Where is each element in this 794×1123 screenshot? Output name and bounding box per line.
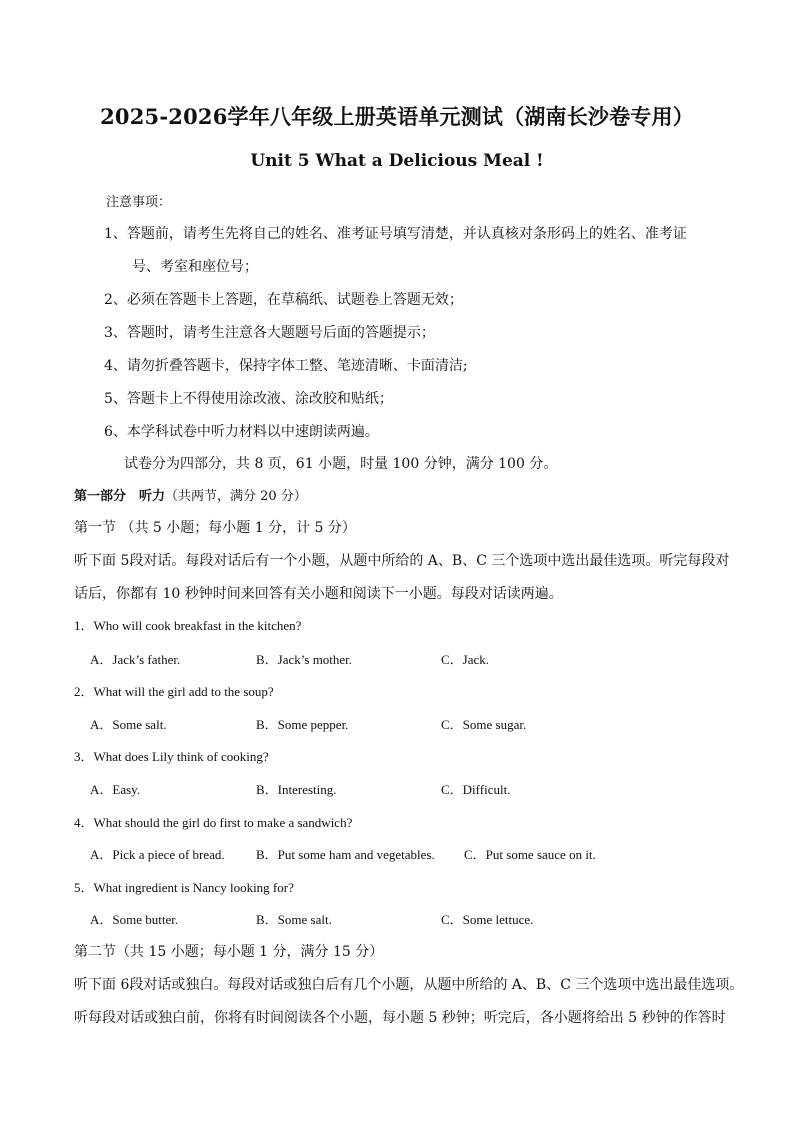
section2-instruction-1: 听下面 6段对话或独白。每段对话或独白后有几个小题，从题中所给的 A、B、C 三个选项中选出最佳选项。 (74, 977, 744, 993)
section2-instruction-2: 听每段对话或独白前，你将有时间阅读各个小题，每小题 5 秒钟；听完后，各小题将给出 5 秒钟的作答时 (74, 1010, 726, 1026)
notice-item-6: 6、本学科试卷中听力材料以中速朗读两遍。 (104, 424, 379, 440)
notice-item-1-cont: 号、考室和座位号； (132, 259, 258, 275)
question-4: 4．What should the girl do first to make a sandwich? (74, 815, 353, 830)
notice-heading: 注意事项： (106, 195, 172, 210)
q1-option-b[interactable]: B．Jack’s mother. (256, 652, 353, 667)
notice-summary: 试卷分为四部分，共 8 页，61 小题，时量 100 分钟，满分 100 分。 (124, 456, 558, 472)
part1-heading (74, 485, 307, 504)
exam-title: 2025-2026学年八年级上册英语单元测试（湖南长沙卷专用） (100, 104, 694, 129)
section2-heading: 第二节（共 15 小题；每小题 1 分，满分 15 分） (74, 944, 384, 960)
q4-option-c[interactable]: C．Put some sauce on it. (464, 847, 596, 862)
question-3: 3．What does Lily think of cooking? (74, 749, 269, 764)
q2-option-c[interactable]: C．Some sugar. (441, 717, 527, 732)
question-2: 2．What will the girl add to the soup? (74, 684, 274, 699)
q4-option-a[interactable]: A．Pick a piece of bread. (90, 847, 225, 862)
notice-item-4: 4、请勿折叠答题卡，保持字体工整、笔迹清晰、卡面清洁; (104, 358, 468, 374)
notice-item-1: 1、答题前，请考生先将自己的姓名、准考证号填写清楚，并认真核对条形码上的姓名、准考证 (104, 226, 687, 242)
q2-option-a[interactable]: A．Some salt. (90, 717, 167, 732)
q5-option-c[interactable]: C．Some lettuce. (441, 912, 534, 927)
q2-option-b[interactable]: B．Some pepper. (256, 717, 349, 732)
section1-instruction-2: 话后，你都有 10 秒钟时间来回答有关小题和阅读下一小题。每段对话读两遍。 (74, 586, 563, 602)
section1-heading: 第一节 （共 5 小题；每小题 1 分，计 5 分） (74, 520, 356, 536)
q5-option-b[interactable]: B．Some salt. (256, 912, 332, 927)
notice-item-5: 5、答题卡上不得使用涂改液、涂改胶和贴纸； (104, 391, 393, 407)
q5-option-a[interactable]: A．Some butter. (90, 912, 179, 927)
q3-option-c[interactable]: C．Difficult. (441, 782, 511, 797)
notice-item-3: 3、答题时，请考生注意各大题题号后面的答题提示； (104, 325, 435, 341)
q3-option-b[interactable]: B．Interesting. (256, 782, 337, 797)
notice-item-2: 2、必须在答题卡上答题，在草稿纸、试题卷上答题无效； (104, 292, 463, 308)
question-5: 5．What ingredient is Nancy looking for? (74, 880, 294, 895)
unit-subtitle: Unit 5 What a Delicious Meal ! (250, 151, 544, 171)
section1-instruction-1: 听下面 5段对话。每段对话后有一个小题，从题中所给的 A、B、C 三个选项中选出最佳选项。听完每段对 (74, 553, 730, 569)
part1-heading-rest: （共两节，满分 20 分） (165, 489, 307, 504)
part1-heading-bold: 第一部分 听力 (74, 489, 166, 504)
q4-option-b[interactable]: B．Put some ham and vegetables. (256, 847, 435, 862)
q3-option-a[interactable]: A．Easy. (90, 782, 141, 797)
question-1: 1．Who will cook breakfast in the kitchen? (74, 618, 302, 633)
q1-option-c[interactable]: C．Jack. (441, 652, 490, 667)
q1-option-a[interactable]: A．Jack’s father. (90, 652, 181, 667)
